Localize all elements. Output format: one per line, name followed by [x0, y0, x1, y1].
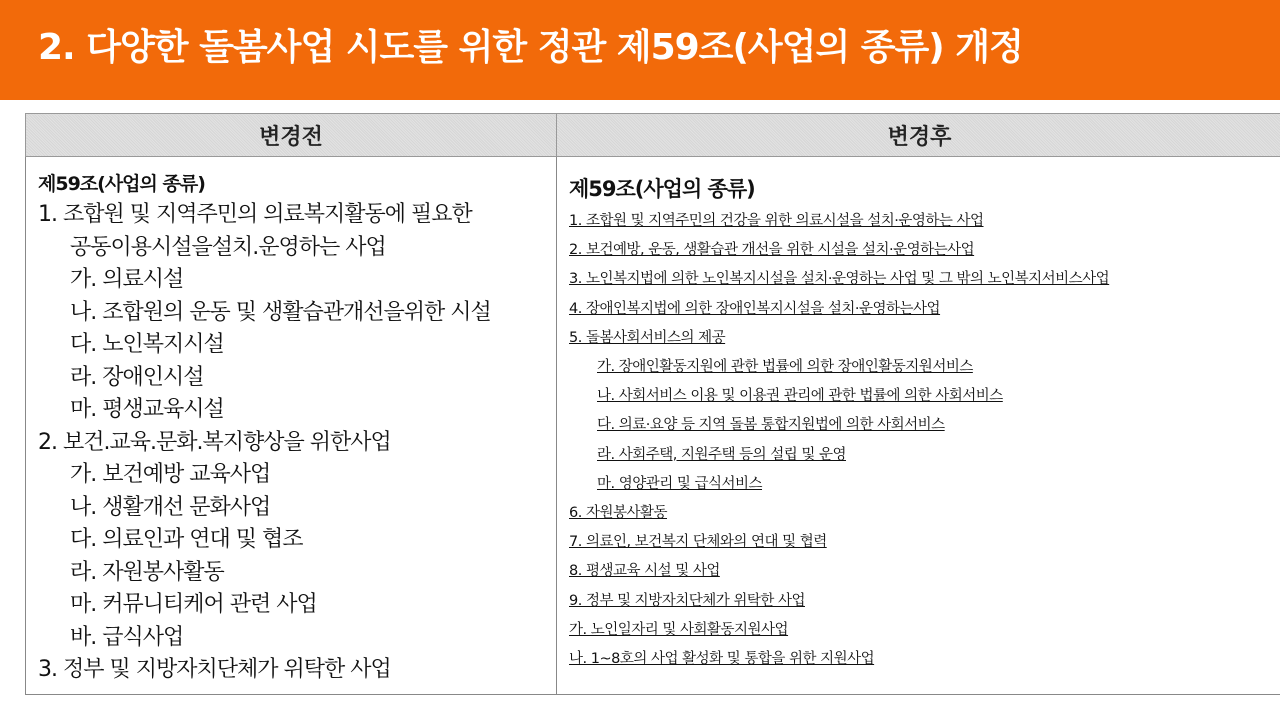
after-item: 가. 노인일자리 및 사회활동지원사업	[569, 621, 789, 638]
before-item: 마. 평생교육시설	[70, 397, 224, 422]
before-item: 2. 보건.교육.문화.복지향상을 위한사업	[38, 429, 391, 455]
before-item: 나. 생활개선 문화사업	[70, 494, 271, 520]
table-header-row	[26, 114, 1280, 157]
before-item: 바. 급식사업	[70, 624, 184, 650]
after-item: 다. 의료·요양 등 지역 돌봄 통합지원법에 의한 사회서비스	[597, 417, 945, 434]
after-item: 3. 노인복지법에 의한 노인복지시설을 설치·운영하는 사업 및 그 밖의 노인복지서비스사업	[569, 271, 1110, 288]
after-item: 9. 정부 및 지방자치단체가 위탁한 사업	[569, 592, 805, 609]
before-item: 3. 정부 및 지방자치단체가 위탁한 사업	[38, 657, 391, 682]
column-header-after: 변경후	[557, 114, 1280, 157]
after-item: 마. 영양관리 및 급식서비스	[597, 475, 763, 492]
after-item: 5. 돌봄사회서비스의 제공	[569, 329, 726, 346]
before-item: 다. 노인복지시설	[70, 332, 224, 357]
after-list	[569, 207, 1280, 674]
before-item: 가. 의료시설	[70, 267, 184, 292]
before-item: 공동이용시설을설치.운영하는 사업	[70, 234, 386, 260]
after-item: 4. 장애인복지법에 의한 장애인복지시설을 설치·운영하는사업	[569, 300, 941, 317]
comparison-table	[25, 113, 1280, 695]
after-item: 6. 자원봉사활동	[569, 505, 667, 522]
after-article-title: 제59조(사업의 종류)	[569, 177, 755, 201]
table-body-row	[26, 157, 1280, 695]
after-item: 가. 장애인활동지원에 관한 법률에 의한 장애인활동지원서비스	[597, 359, 973, 376]
after-cell	[557, 157, 1280, 695]
before-item: 나. 조합원의 운동 및 생활습관개선을위한 시설	[70, 299, 491, 325]
after-item: 8. 평생교육 시설 및 사업	[569, 563, 720, 580]
page-title: 2. 다양한 돌봄사업 시도를 위한 정관 제59조(사업의 종류) 개정	[38, 26, 1023, 68]
before-item: 1. 조합원 및 지역주민의 의료복지활동에 필요한	[38, 202, 472, 227]
column-header-before: 변경전	[26, 114, 557, 157]
before-item: 다. 의료인과 연대 및 협조	[70, 527, 303, 552]
after-item: 나. 사회서비스 이용 및 이용권 관리에 관한 법률에 의한 사회서비스	[597, 388, 1003, 405]
before-item: 가. 보건예방 교육사업	[70, 462, 271, 487]
after-item: 1. 조합원 및 지역주민의 건강을 위한 의료시설을 설치·운영하는 사업	[569, 213, 984, 229]
after-item: 7. 의료인, 보건복지 단체와의 연대 및 협력	[569, 534, 827, 551]
before-article-title: 제59조(사업의 종류)	[38, 173, 205, 195]
before-item: 마. 커뮤니티케어 관련 사업	[70, 592, 317, 617]
before-cell	[26, 157, 557, 695]
before-item: 라. 자원봉사활동	[70, 559, 224, 585]
after-item: 라. 사회주택, 지원주택 등의 설립 및 운영	[597, 446, 846, 463]
after-item: 나. 1~8호의 사업 활성화 및 통합을 위한 지원사업	[569, 651, 875, 668]
before-item: 라. 장애인시설	[70, 364, 204, 390]
after-item: 2. 보건예방, 운동, 생활습관 개선을 위한 시설을 설치·운영하는사업	[569, 242, 975, 259]
title-bar	[0, 0, 1280, 100]
before-list	[38, 199, 556, 687]
